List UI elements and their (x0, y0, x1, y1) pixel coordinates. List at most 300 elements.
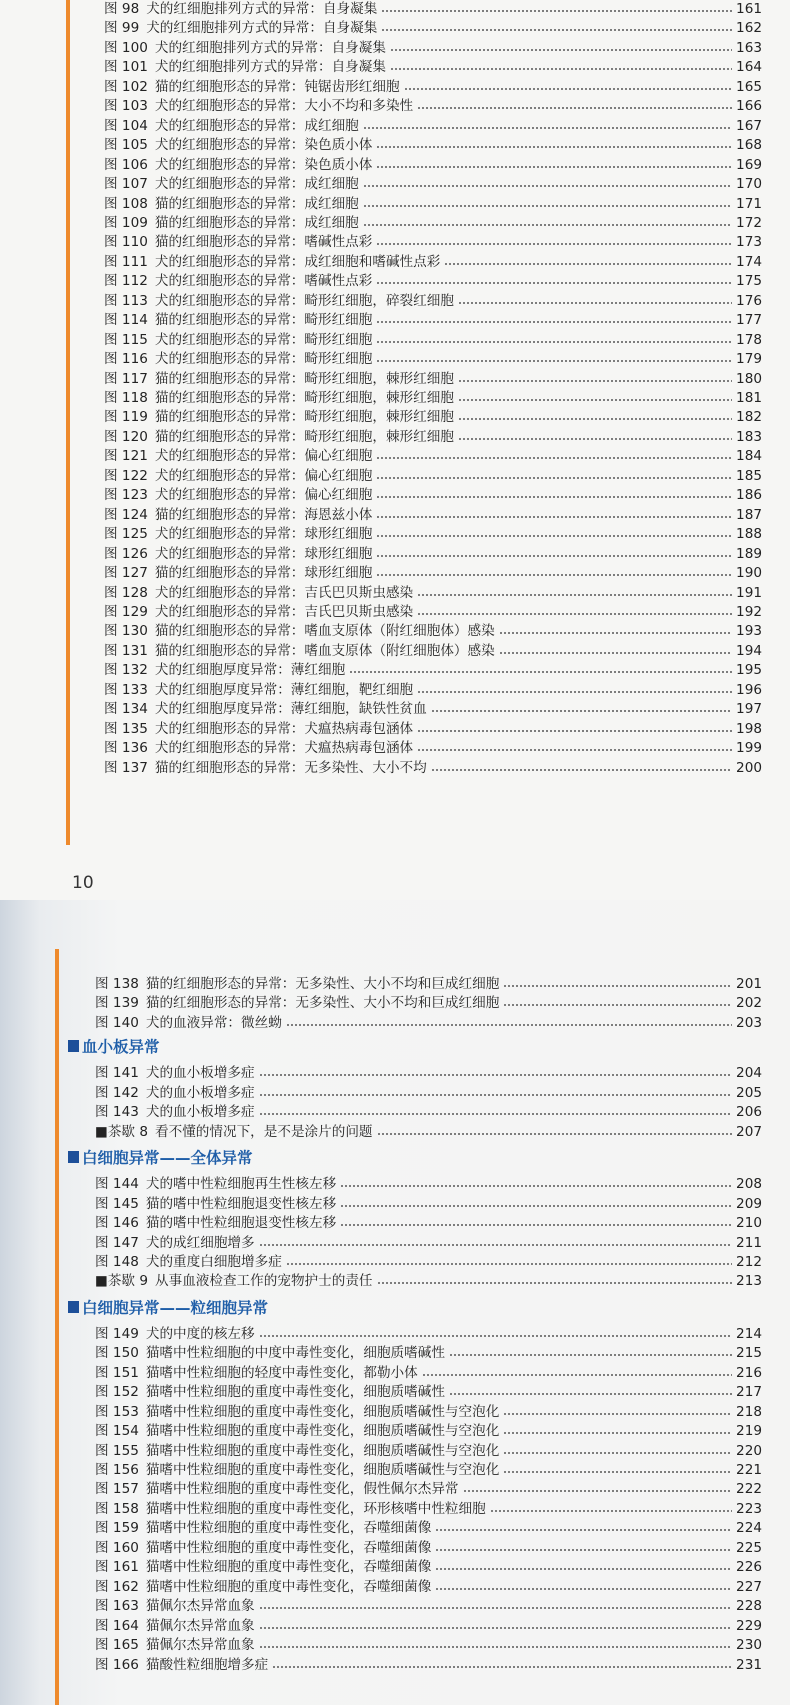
dot-leader (417, 594, 732, 596)
figure-number: 图 134 (104, 701, 148, 718)
toc-entry[interactable] (104, 135, 762, 155)
page-ref: 228 (736, 1598, 762, 1615)
entry-title: 犬的红细胞厚度异常：薄红细胞 (154, 662, 346, 679)
toc-entry[interactable] (95, 974, 762, 994)
square-bullet-icon (68, 1151, 79, 1163)
entry-title: 猫的嗜中性粒细胞退变性核左移 (145, 1195, 337, 1212)
dot-leader (376, 574, 732, 576)
figure-number: 图 112 (104, 273, 148, 290)
entry-title: 猫嗜中性粒细胞的重度中毒性变化，细胞质嗜碱性与空泡化 (145, 1403, 500, 1420)
entry-title: 犬的血小板增多症 (145, 1084, 255, 1101)
figure-number: 图 161 (95, 1559, 139, 1576)
page-ref: 194 (736, 642, 762, 659)
page-ref: 223 (736, 1500, 762, 1517)
figure-number: 图 116 (104, 351, 148, 368)
dot-leader (458, 302, 732, 304)
toc-entry[interactable] (104, 563, 762, 583)
orange-margin-bar (66, 0, 70, 845)
dot-leader (435, 1529, 732, 1531)
page-ref: 203 (736, 1014, 762, 1031)
entry-title: 猫嗜中性粒细胞的重度中毒性变化，细胞质嗜碱性与空泡化 (145, 1462, 500, 1478)
toc-entry[interactable] (104, 349, 762, 369)
toc-entry[interactable] (95, 993, 762, 1013)
toc-entry[interactable] (104, 583, 762, 603)
entry-title: 猫嗜中性粒细胞的中度中毒性变化，细胞质嗜碱性 (145, 1345, 445, 1362)
entry-title: 猫的红细胞形态的异常：嗜血支原体（附红细胞体）感染 (154, 642, 495, 659)
entry-title: 犬的红细胞排列方式的异常：自身凝集 (146, 1, 378, 17)
figure-number: 图 166 (95, 1656, 139, 1673)
toc-entry[interactable] (104, 18, 762, 38)
entry-title: 犬的红细胞形态的异常：成红细胞 (154, 176, 359, 193)
dot-leader (286, 1263, 732, 1265)
entry-title: 犬的红细胞形态的异常：偏心红细胞 (154, 448, 373, 465)
figure-number: 图 145 (95, 1195, 139, 1212)
toc-entry[interactable] (104, 38, 762, 58)
page-ref: 188 (736, 526, 762, 543)
figure-number: 图 135 (104, 720, 148, 737)
toc-entry[interactable] (104, 621, 762, 641)
toc-entry[interactable] (104, 524, 762, 544)
entry-title: 猫的嗜中性粒细胞退变性核左移 (145, 1215, 337, 1232)
dot-leader (376, 535, 732, 537)
page-ref: 195 (736, 662, 762, 679)
figure-number: 图 153 (95, 1403, 139, 1420)
figure-number: 图 123 (104, 487, 148, 504)
toc-entry[interactable] (104, 155, 762, 175)
figure-number: 图 102 (104, 78, 148, 95)
page-ref: 164 (736, 59, 762, 76)
dot-leader (417, 691, 732, 693)
figure-number: 图 151 (95, 1364, 139, 1381)
dot-leader (363, 224, 732, 226)
page-ref: 231 (736, 1656, 762, 1673)
toc-entry[interactable] (95, 1655, 762, 1675)
dot-leader (377, 1133, 732, 1135)
entry-title: 犬的血小板增多症 (145, 1104, 255, 1121)
toc-entry[interactable] (104, 369, 762, 389)
figure-number: 图 124 (104, 506, 148, 523)
dot-leader (458, 438, 732, 440)
page-ref: 168 (736, 137, 762, 154)
toc-entry[interactable] (95, 1252, 762, 1272)
page-ref: 214 (736, 1325, 762, 1342)
page-ref: 174 (736, 253, 762, 270)
toc-entry[interactable] (104, 213, 762, 233)
toc-entry[interactable] (104, 116, 762, 136)
toc-entry[interactable] (104, 505, 762, 525)
entry-title: 犬的红细胞形态的异常：染色质小体 (154, 156, 373, 173)
figure-number: 图 130 (104, 623, 148, 640)
figure-number: 图 137 (104, 759, 148, 776)
entry-title: 猫嗜中性粒细胞的重度中毒性变化，吞噬细菌像 (145, 1578, 432, 1595)
page-ref: 216 (736, 1364, 762, 1381)
dot-leader (376, 166, 732, 168)
page-ref: 162 (736, 20, 762, 37)
page-ref: 161 (736, 1, 762, 17)
entry-title: 犬的成红细胞增多 (145, 1234, 255, 1251)
page-ref: 209 (736, 1195, 762, 1212)
figure-number: 图 148 (95, 1253, 139, 1270)
toc-entry[interactable] (104, 388, 762, 408)
entry-title: 犬的红细胞形态的异常：畸形红细胞，碎裂红细胞 (154, 292, 454, 309)
square-bullet-icon (68, 1040, 79, 1052)
section-heading (68, 1145, 253, 1169)
figure-number: 图 128 (104, 584, 148, 601)
dot-leader (376, 457, 732, 459)
dot-leader (259, 1094, 732, 1096)
toc-entry[interactable] (104, 252, 762, 272)
dot-leader (376, 516, 732, 518)
dot-leader (376, 282, 732, 284)
section-heading (68, 1295, 268, 1319)
dot-leader (503, 1432, 732, 1434)
page-ref: 219 (736, 1423, 762, 1440)
figure-number: 图 110 (104, 234, 148, 251)
page-ref: 200 (736, 759, 762, 776)
entry-title: 犬的血小板增多症 (145, 1065, 255, 1082)
page-ref: 183 (736, 428, 762, 445)
toc-entry[interactable] (95, 1382, 762, 1402)
page-ref: 171 (736, 195, 762, 212)
page-ref: 185 (736, 467, 762, 484)
entry-title: 犬的重度白细胞增多症 (145, 1253, 282, 1270)
dot-leader (390, 68, 732, 70)
dot-leader (259, 1627, 732, 1629)
page-ref: 193 (736, 623, 762, 640)
dot-leader (458, 380, 732, 382)
entry-title: 犬的红细胞排列方式的异常：自身凝集 (154, 39, 386, 56)
entry-title: 猫的红细胞形态的异常：海恩兹小体 (154, 506, 373, 523)
toc-entry[interactable] (95, 1616, 762, 1636)
toc-entry[interactable] (104, 57, 762, 77)
figure-number: 图 158 (95, 1500, 139, 1517)
entry-title: 猫佩尔杰异常血象 (145, 1637, 255, 1654)
dot-leader (363, 127, 732, 129)
entry-title: 看不懂的情况下，是不是涂片的问题 (155, 1123, 373, 1140)
toc-entry[interactable] (104, 96, 762, 116)
figure-number: 图 132 (104, 662, 148, 679)
entry-title: 猫的红细胞形态的异常：无多染性、大小不均和巨成红细胞 (145, 995, 500, 1012)
toc-entry[interactable] (95, 1122, 762, 1142)
dot-leader (363, 185, 732, 187)
figure-number: 图 155 (95, 1442, 139, 1459)
toc-entry[interactable] (95, 1194, 762, 1214)
dot-leader (490, 1510, 732, 1512)
toc-entry[interactable] (104, 330, 762, 350)
figure-number: 图 162 (95, 1578, 139, 1595)
figure-number: 图 108 (104, 195, 148, 212)
toc-entry[interactable] (104, 77, 762, 97)
dot-leader (503, 1471, 732, 1473)
toc-entry[interactable] (104, 446, 762, 466)
figure-number: 图 111 (104, 253, 148, 270)
dot-leader (340, 1205, 732, 1207)
figure-number: 图 159 (95, 1520, 139, 1537)
toc-entry[interactable] (95, 1233, 762, 1253)
dot-leader (376, 243, 732, 245)
entry-title: 犬的红细胞形态的异常：畸形红细胞 (154, 351, 373, 368)
figure-number: 图 165 (95, 1637, 139, 1654)
toc-entry[interactable] (95, 1596, 762, 1616)
figure-number: 图 125 (104, 526, 148, 543)
figure-number: 图 150 (95, 1345, 139, 1362)
entry-title: 猫佩尔杰异常血象 (145, 1617, 255, 1634)
toc-entry[interactable] (95, 1499, 762, 1519)
section-heading-text: 白细胞异常——粒细胞异常 (82, 1298, 269, 1317)
entry-title: 犬的红细胞厚度异常：薄红细胞，靶红细胞 (154, 681, 414, 698)
page-ref: 227 (736, 1578, 762, 1595)
page-ref: 226 (736, 1559, 762, 1576)
page-ref: 166 (736, 98, 762, 115)
page-ref: 198 (736, 720, 762, 737)
toc-entry[interactable] (95, 1324, 762, 1344)
page-ref: 170 (736, 176, 762, 193)
entry-title: 猫嗜中性粒细胞的重度中毒性变化，假性佩尔杰异常 (145, 1481, 459, 1498)
page-ref: 199 (736, 740, 762, 757)
figure-number: 图 109 (104, 214, 148, 231)
page-ref: 211 (736, 1234, 762, 1251)
dot-leader (503, 985, 732, 987)
page-number: 10 (72, 873, 94, 893)
page-ref: 165 (736, 78, 762, 95)
page-ref: 180 (736, 370, 762, 387)
toc-entry[interactable] (95, 1635, 762, 1655)
entry-title: 猫嗜中性粒细胞的重度中毒性变化，吞噬细菌像 (145, 1520, 432, 1537)
figure-number: 图 154 (95, 1423, 139, 1440)
entry-title: 猫嗜中性粒细胞的轻度中毒性变化，都勒小体 (145, 1364, 418, 1381)
entry-title: 猫嗜中性粒细胞的重度中毒性变化，细胞质嗜碱性与空泡化 (145, 1442, 500, 1459)
figure-number: 图 118 (104, 390, 148, 406)
figure-number: 图 98 (104, 1, 140, 17)
figure-number: 图 140 (95, 1014, 139, 1031)
figure-number: 图 146 (95, 1215, 139, 1232)
figure-number: 图 136 (104, 740, 148, 757)
toc-entry[interactable] (104, 407, 762, 427)
entry-title: 犬的红细胞形态的异常：染色质小体 (154, 137, 373, 154)
dot-leader (435, 1588, 732, 1590)
dot-leader (259, 1113, 732, 1115)
page-ref: 218 (736, 1403, 762, 1420)
page-ref: 192 (736, 603, 762, 620)
figure-number: 图 152 (95, 1384, 139, 1401)
toc-entry[interactable] (104, 738, 762, 758)
dot-leader (458, 418, 732, 420)
toc-entry[interactable] (104, 466, 762, 486)
toc-entry[interactable] (104, 680, 762, 700)
toc-entry[interactable] (95, 1013, 762, 1033)
toc-entry[interactable] (95, 1557, 762, 1577)
figure-number: 图 157 (95, 1481, 139, 1498)
page-ref: 175 (736, 273, 762, 290)
page-ref: 189 (736, 545, 762, 562)
figure-number: 图 99 (104, 20, 140, 37)
orange-margin-bar (55, 949, 59, 1705)
toc-entry[interactable] (104, 602, 762, 622)
toc-entry[interactable] (95, 1538, 762, 1558)
entry-title: 犬的红细胞形态的异常：球形红细胞 (154, 526, 373, 543)
figure-number: 图 163 (95, 1598, 139, 1615)
page-ref: 217 (736, 1384, 762, 1401)
toc-page-lower (0, 900, 790, 1705)
dot-leader (376, 321, 732, 323)
figure-number: 图 126 (104, 545, 148, 562)
entry-title: 犬的红细胞形态的异常：成红细胞 (154, 117, 359, 134)
dot-leader (435, 1549, 732, 1551)
section-heading-text: 白细胞异常——全体异常 (82, 1149, 253, 1168)
toc-entry[interactable] (95, 1213, 762, 1233)
toc-entry[interactable] (104, 699, 762, 719)
page-ref: 221 (736, 1462, 762, 1478)
dot-leader (377, 1282, 732, 1284)
entry-title: 猫的红细胞形态的异常：成红细胞 (154, 214, 359, 231)
figure-number: 图 114 (104, 312, 148, 329)
toc-entry[interactable] (95, 1518, 762, 1538)
toc-entry[interactable] (104, 174, 762, 194)
figure-number: 图 139 (95, 995, 139, 1012)
toc-entry[interactable] (104, 232, 762, 252)
figure-number: 图 107 (104, 176, 148, 193)
dot-leader (463, 1490, 732, 1492)
dot-leader (458, 399, 732, 401)
page-ref: 208 (736, 1176, 762, 1193)
page-ref: 206 (736, 1104, 762, 1121)
toc-entry[interactable] (104, 485, 762, 505)
dot-leader (422, 1374, 732, 1376)
entry-title: 猫的红细胞形态的异常：无多染性、大小不均和巨成红细胞 (145, 976, 500, 992)
toc-entry[interactable] (95, 1460, 762, 1480)
entry-title: 猫酸性粒细胞增多症 (145, 1656, 269, 1673)
toc-entry[interactable] (95, 1402, 762, 1422)
figure-number: 图 122 (104, 467, 148, 484)
dot-leader (272, 1666, 732, 1668)
entry-title: 猫的红细胞形态的异常：畸形红细胞，棘形红细胞 (154, 390, 454, 406)
toc-entry[interactable] (104, 291, 762, 311)
entry-title: 犬的红细胞形态的异常：球形红细胞 (154, 545, 373, 562)
toc-entry[interactable] (95, 1063, 762, 1083)
dot-leader (340, 1185, 732, 1187)
figure-number: 图 164 (95, 1617, 139, 1634)
entry-title: 犬的红细胞形态的异常：吉氏巴贝斯虫感染 (154, 603, 414, 620)
figure-number: 图 113 (104, 292, 148, 309)
page-ref: 187 (736, 506, 762, 523)
page-ref: 210 (736, 1215, 762, 1232)
page-ref: 191 (736, 584, 762, 601)
toc-entry[interactable] (95, 1479, 762, 1499)
figure-number: ■茶歇 9 (95, 1273, 149, 1290)
toc-entry[interactable] (104, 194, 762, 214)
page-ref: 190 (736, 565, 762, 582)
page-ref: 201 (736, 976, 762, 992)
toc-entry[interactable] (104, 660, 762, 680)
entry-title: 犬的红细胞形态的异常：大小不均和多染性 (154, 98, 414, 115)
dot-leader (499, 652, 732, 654)
figure-number: 图 142 (95, 1084, 139, 1101)
figure-number: 图 106 (104, 156, 148, 173)
toc-entry[interactable] (104, 310, 762, 330)
entry-title: 猫嗜中性粒细胞的重度中毒性变化，细胞质嗜碱性 (145, 1384, 445, 1401)
toc-entry[interactable] (104, 427, 762, 447)
toc-entry[interactable] (95, 1441, 762, 1461)
toc-entry[interactable] (95, 1577, 762, 1597)
toc-entry[interactable] (95, 1343, 762, 1363)
dot-leader (259, 1074, 732, 1076)
page-ref: 167 (736, 117, 762, 134)
entry-title: 犬的红细胞形态的异常：吉氏巴贝斯虫感染 (154, 584, 414, 601)
toc-entry[interactable] (95, 1421, 762, 1441)
toc-entry[interactable] (95, 1271, 762, 1291)
page-ref: 197 (736, 701, 762, 718)
entry-title: 猫的红细胞形态的异常：球形红细胞 (154, 565, 373, 582)
page-ref: 169 (736, 156, 762, 173)
dot-leader (503, 1452, 732, 1454)
dot-leader (390, 49, 732, 51)
dot-leader (376, 555, 732, 557)
figure-number: 图 149 (95, 1325, 139, 1342)
entry-title: 猫嗜中性粒细胞的重度中毒性变化，吞噬细菌像 (145, 1539, 432, 1556)
section-heading-text: 血小板异常 (82, 1038, 160, 1057)
page-ref: 224 (736, 1520, 762, 1537)
entry-title: 猫嗜中性粒细胞的重度中毒性变化，细胞质嗜碱性与空泡化 (145, 1423, 500, 1440)
entry-title: 犬的红细胞形态的异常：偏心红细胞 (154, 487, 373, 504)
entry-title: 犬的红细胞排列方式的异常：自身凝集 (146, 20, 378, 37)
toc-entry[interactable] (95, 1363, 762, 1383)
entry-title: 犬的红细胞厚度异常：薄红细胞，缺铁性贫血 (154, 701, 427, 718)
figure-number: 图 119 (104, 409, 148, 426)
figure-number: 图 115 (104, 331, 148, 348)
figure-number: 图 144 (95, 1176, 139, 1193)
dot-leader (449, 1393, 732, 1395)
dot-leader (449, 1354, 732, 1356)
figure-number: 图 101 (104, 59, 148, 76)
entry-title: 猫的红细胞形态的异常：畸形红细胞，棘形红细胞 (154, 409, 454, 426)
toc-entry[interactable] (95, 1102, 762, 1122)
entry-title: 犬的中度的核左移 (145, 1325, 255, 1342)
dot-leader (363, 205, 732, 207)
toc-entry[interactable] (104, 758, 762, 778)
figure-number: 图 143 (95, 1104, 139, 1121)
toc-entry[interactable] (104, 719, 762, 739)
dot-leader (431, 769, 732, 771)
page-ref: 204 (736, 1065, 762, 1082)
dot-leader (376, 477, 732, 479)
entry-title: 猫的红细胞形态的异常：嗜血支原体（附红细胞体）感染 (154, 623, 495, 640)
toc-entry[interactable] (104, 271, 762, 291)
page-ref: 207 (736, 1123, 762, 1140)
entry-title: 犬的红细胞形态的异常：嗜碱性点彩 (154, 273, 373, 290)
entry-title: 猫的红细胞形态的异常：畸形红细胞，棘形红细胞 (154, 428, 454, 445)
toc-entry[interactable] (104, 0, 762, 19)
toc-entry[interactable] (104, 641, 762, 661)
toc-entry[interactable] (95, 1083, 762, 1103)
page-ref: 220 (736, 1442, 762, 1459)
dot-leader (435, 1568, 732, 1570)
page-ref: 202 (736, 995, 762, 1012)
entry-title: 猫的红细胞形态的异常：嗜碱性点彩 (154, 234, 373, 251)
page-ref: 215 (736, 1345, 762, 1362)
dot-leader (381, 29, 732, 31)
toc-entry[interactable] (95, 1174, 762, 1194)
dot-leader (499, 632, 732, 634)
page-ref: 196 (736, 681, 762, 698)
dot-leader (376, 496, 732, 498)
entry-title: 猫的红细胞形态的异常：畸形红细胞，棘形红细胞 (154, 370, 454, 387)
figure-number: 图 160 (95, 1539, 139, 1556)
entry-title: 猫的红细胞形态的异常：成红细胞 (154, 195, 359, 212)
dot-leader (286, 1024, 732, 1026)
dot-leader (431, 710, 732, 712)
page-ref: 212 (736, 1253, 762, 1270)
toc-entry[interactable] (104, 544, 762, 564)
